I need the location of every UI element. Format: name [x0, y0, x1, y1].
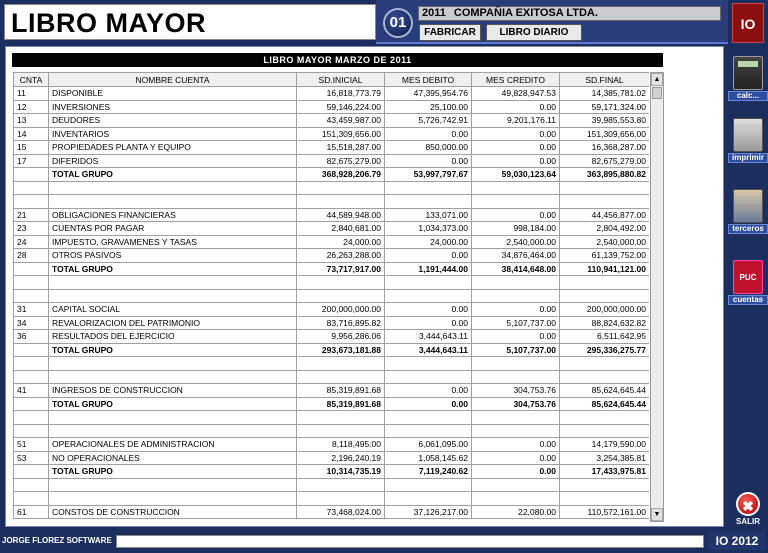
cell-sd-final: 17,433,975.81 [560, 465, 650, 479]
cell-mes-credito: 998,184.00 [472, 222, 560, 236]
cell-mes-credito: 34,876,464.00 [472, 249, 560, 263]
cell-nombre: TOTAL GRUPO [49, 465, 297, 479]
cell-sd-final: 3,254,385.81 [560, 451, 650, 465]
cell-sd-inicial: 2,840,681.00 [297, 222, 385, 236]
cell-sd-final: 82,675,279.00 [560, 154, 650, 168]
version-badge: IO 2012 [708, 532, 766, 550]
cell-mes-debito: 0.00 [385, 397, 472, 411]
table-row[interactable] [14, 127, 650, 141]
table-row[interactable] [14, 316, 650, 330]
cell-cnta: 51 [14, 438, 49, 452]
table-row[interactable] [14, 141, 650, 155]
cell-sd-final: 6,511,642.95 [560, 330, 650, 344]
col-header-cnta[interactable]: CNTA [14, 73, 49, 87]
cell-sd-final [560, 370, 650, 384]
cell-mes-credito [472, 478, 560, 492]
cell-cnta [14, 168, 49, 182]
table-row[interactable] [14, 384, 650, 398]
cell-mes-debito [385, 289, 472, 303]
table-row[interactable] [14, 451, 650, 465]
cell-mes-debito: 0.00 [385, 384, 472, 398]
company-name: COMPAÑIA EXITOSA LTDA. [453, 7, 598, 19]
cell-nombre [49, 492, 297, 506]
cell-mes-credito [472, 411, 560, 425]
cell-nombre: PROPIEDADES PLANTA Y EQUIPO [49, 141, 297, 155]
cell-mes-credito [472, 370, 560, 384]
cell-mes-credito: 2,540,000.00 [472, 235, 560, 249]
sidebar-item-cuentas[interactable] [728, 260, 768, 305]
col-header-mes-credito[interactable]: MES CREDITO [472, 73, 560, 87]
report-title: LIBRO MAYOR MARZO DE 2011 [12, 53, 663, 67]
cell-sd-final [560, 492, 650, 506]
blank-row[interactable] [14, 276, 650, 290]
calculator-icon [733, 56, 763, 90]
ledger-table [13, 72, 649, 519]
cell-mes-credito: 0.00 [472, 154, 560, 168]
table-row[interactable] [14, 330, 650, 344]
cell-mes-credito: 5,107,737.00 [472, 316, 560, 330]
cell-sd-inicial [297, 276, 385, 290]
cell-mes-debito [385, 424, 472, 438]
cell-sd-inicial [297, 357, 385, 371]
cell-sd-final: 14,385,781.02 [560, 87, 650, 101]
sidebar-item-label: calc... [728, 91, 768, 101]
cell-sd-inicial: 44,589,948.00 [297, 208, 385, 222]
cell-cnta: 61 [14, 505, 49, 519]
cell-sd-inicial [297, 289, 385, 303]
total-row[interactable] [14, 262, 650, 276]
cell-mes-credito: 0.00 [472, 127, 560, 141]
cell-sd-inicial [297, 370, 385, 384]
cell-sd-inicial: 85,319,891.68 [297, 397, 385, 411]
cell-sd-final [560, 411, 650, 425]
puc-icon: PUC [733, 260, 763, 294]
cell-nombre [49, 478, 297, 492]
cell-sd-final: 39,985,553.80 [560, 114, 650, 128]
cell-cnta [14, 370, 49, 384]
table-row[interactable] [14, 249, 650, 263]
people-icon [733, 189, 763, 223]
cell-sd-inicial: 200,000,000.00 [297, 303, 385, 317]
cell-mes-debito: 3,444,643.11 [385, 343, 472, 357]
cell-sd-inicial [297, 478, 385, 492]
cell-sd-inicial: 368,928,206.79 [297, 168, 385, 182]
app-logo-icon: IO [732, 3, 764, 43]
cell-nombre: TOTAL GRUPO [49, 262, 297, 276]
cell-cnta [14, 343, 49, 357]
cell-cnta: 24 [14, 235, 49, 249]
table-row[interactable] [14, 208, 650, 222]
cell-nombre: TOTAL GRUPO [49, 168, 297, 182]
cell-mes-debito: 0.00 [385, 154, 472, 168]
sidebar-item-terceros[interactable] [728, 189, 768, 234]
cell-cnta [14, 181, 49, 195]
cell-nombre [49, 411, 297, 425]
cell-mes-credito [472, 492, 560, 506]
cell-mes-credito: 9,201,176.11 [472, 114, 560, 128]
cell-nombre: RESULTADOS DEL EJERCICIO [49, 330, 297, 344]
cell-sd-inicial: 82,675,279.00 [297, 154, 385, 168]
footer [0, 531, 768, 553]
cell-mes-credito: 0.00 [472, 100, 560, 114]
cell-nombre [49, 370, 297, 384]
cell-nombre: OPERACIONALES DE ADMINISTRACION [49, 438, 297, 452]
cell-nombre [49, 195, 297, 209]
cell-sd-inicial: 8,118,495.00 [297, 438, 385, 452]
cell-nombre [49, 289, 297, 303]
blank-row[interactable] [14, 357, 650, 371]
cell-sd-inicial: 43,459,987.00 [297, 114, 385, 128]
cell-nombre: REVALORIZACION DEL PATRIMONIO [49, 316, 297, 330]
sidebar-item-imprimir[interactable] [728, 118, 768, 163]
cell-sd-final [560, 276, 650, 290]
blank-row[interactable] [14, 195, 650, 209]
table-row[interactable] [14, 235, 650, 249]
cell-nombre: TOTAL GRUPO [49, 343, 297, 357]
cell-nombre: DEUDORES [49, 114, 297, 128]
cell-cnta: 34 [14, 316, 49, 330]
cell-nombre: DIFERIDOS [49, 154, 297, 168]
cell-mes-credito [472, 195, 560, 209]
cell-sd-final: 16,368,287.00 [560, 141, 650, 155]
cell-mes-credito: 22,080.00 [472, 505, 560, 519]
blank-row[interactable] [14, 411, 650, 425]
cell-sd-inicial: 24,000.00 [297, 235, 385, 249]
cell-nombre [49, 181, 297, 195]
cell-nombre: CUENTAS POR PAGAR [49, 222, 297, 236]
table-scrollbar[interactable] [650, 72, 664, 522]
cell-cnta: 15 [14, 141, 49, 155]
exit-label: SALIR [736, 517, 760, 526]
cell-sd-final: 200,000,000.00 [560, 303, 650, 317]
cell-sd-inicial [297, 181, 385, 195]
cell-nombre: INGRESOS DE CONSTRUCCION [49, 384, 297, 398]
sidebar-item-label: cuentas [728, 295, 768, 305]
table-row[interactable] [14, 222, 650, 236]
table-row[interactable] [14, 438, 650, 452]
cell-sd-final: 88,824,632.82 [560, 316, 650, 330]
cell-cnta [14, 424, 49, 438]
cell-cnta [14, 397, 49, 411]
cell-sd-inicial: 73,717,917.00 [297, 262, 385, 276]
sidebar [728, 46, 768, 527]
col-header-nombre[interactable]: NOMBRE CUENTA [49, 73, 297, 87]
cell-sd-inicial: 85,319,891.68 [297, 384, 385, 398]
col-header-sd-inicial[interactable]: SD.INICIAL [297, 73, 385, 87]
cell-sd-final: 151,309,656.00 [560, 127, 650, 141]
cell-mes-debito: 24,000.00 [385, 235, 472, 249]
cell-nombre: IMPUESTO, GRAVAMENES Y TASAS [49, 235, 297, 249]
cell-sd-final [560, 181, 650, 195]
cell-nombre: NO OPERACIONALES [49, 451, 297, 465]
cell-cnta [14, 289, 49, 303]
cell-sd-final [560, 289, 650, 303]
cell-cnta: 13 [14, 114, 49, 128]
cell-mes-debito [385, 370, 472, 384]
cell-mes-debito: 3,444,643.11 [385, 330, 472, 344]
cell-sd-inicial: 83,716,895.82 [297, 316, 385, 330]
cell-mes-debito: 0.00 [385, 249, 472, 263]
cell-mes-debito: 1,058,145.62 [385, 451, 472, 465]
cell-mes-debito: 6,061,095.00 [385, 438, 472, 452]
cell-mes-credito: 38,414,648.00 [472, 262, 560, 276]
cell-cnta: 28 [14, 249, 49, 263]
table-row[interactable] [14, 505, 650, 519]
cell-mes-credito [472, 289, 560, 303]
col-header-mes-debito[interactable]: MES DEBITO [385, 73, 472, 87]
cell-sd-final: 110,572,161.00 [560, 505, 650, 519]
table-row[interactable] [14, 154, 650, 168]
cell-sd-final [560, 424, 650, 438]
cell-sd-final: 2,540,000.00 [560, 235, 650, 249]
cell-sd-inicial: 59,146,224.00 [297, 100, 385, 114]
cell-mes-credito: 5,107,737.00 [472, 343, 560, 357]
exit-button[interactable] [731, 492, 765, 526]
cell-sd-final [560, 195, 650, 209]
cell-mes-debito [385, 492, 472, 506]
scroll-up-icon[interactable]: ▲ [651, 73, 663, 86]
blank-row[interactable] [14, 492, 650, 506]
cell-nombre: DISPONIBLE [49, 87, 297, 101]
page-title: LIBRO MAYOR [4, 4, 376, 40]
cell-nombre: OTROS PASIVOS [49, 249, 297, 263]
cell-nombre: TOTAL GRUPO [49, 397, 297, 411]
cell-mes-credito [472, 276, 560, 290]
cell-mes-credito: 304,753.76 [472, 384, 560, 398]
footer-brand: JORGE FLOREZ SOFTWARE [2, 534, 114, 548]
cell-cnta [14, 478, 49, 492]
cell-cnta [14, 262, 49, 276]
cell-sd-inicial: 16,818,773.79 [297, 87, 385, 101]
cell-cnta [14, 276, 49, 290]
cell-sd-inicial [297, 411, 385, 425]
cell-cnta: 11 [14, 87, 49, 101]
cell-mes-credito: 49,828,947.53 [472, 87, 560, 101]
cell-mes-debito: 25,100.00 [385, 100, 472, 114]
cell-mes-debito [385, 357, 472, 371]
col-header-sd-final[interactable]: SD.FINAL [560, 73, 650, 87]
cell-cnta [14, 411, 49, 425]
cell-cnta: 14 [14, 127, 49, 141]
cell-mes-debito: 1,034,373.00 [385, 222, 472, 236]
cell-mes-debito: 1,191,444.00 [385, 262, 472, 276]
cell-cnta: 23 [14, 222, 49, 236]
year-label: 2011 [422, 7, 446, 19]
ledger-body [14, 87, 650, 519]
cell-nombre: OBLIGACIONES FINANCIERAS [49, 208, 297, 222]
total-row[interactable] [14, 465, 650, 479]
cell-sd-inicial: 293,673,181.88 [297, 343, 385, 357]
cell-mes-credito: 0.00 [472, 141, 560, 155]
printer-icon [733, 118, 763, 152]
cell-mes-credito [472, 181, 560, 195]
sidebar-item-label: imprimir [728, 153, 768, 163]
cell-mes-credito: 0.00 [472, 330, 560, 344]
cell-sd-final: 295,336,275.77 [560, 343, 650, 357]
cell-nombre: CAPITAL SOCIAL [49, 303, 297, 317]
cell-cnta: 41 [14, 384, 49, 398]
cell-mes-debito: 133,071.00 [385, 208, 472, 222]
cell-sd-inicial: 73,468,024.00 [297, 505, 385, 519]
libro-diario-button[interactable]: LIBRO DIARIO [486, 24, 582, 41]
cell-sd-inicial: 10,314,735.19 [297, 465, 385, 479]
fabricar-button[interactable]: FABRICAR [419, 24, 481, 41]
cell-sd-inicial: 15,518,287.00 [297, 141, 385, 155]
cell-sd-final: 85,624,645.44 [560, 384, 650, 398]
cell-sd-final: 14,179,590.00 [560, 438, 650, 452]
cell-sd-inicial: 151,309,656.00 [297, 127, 385, 141]
cell-mes-debito [385, 181, 472, 195]
cell-sd-final: 110,941,121.00 [560, 262, 650, 276]
cell-sd-inicial [297, 424, 385, 438]
cell-sd-final: 85,624,645.44 [560, 397, 650, 411]
blank-row[interactable] [14, 289, 650, 303]
cell-mes-debito [385, 276, 472, 290]
cell-nombre: INVENTARIOS [49, 127, 297, 141]
total-row[interactable] [14, 168, 650, 182]
cell-sd-inicial [297, 492, 385, 506]
cell-mes-credito: 304,753.76 [472, 397, 560, 411]
cell-cnta [14, 492, 49, 506]
cell-nombre [49, 276, 297, 290]
cell-nombre [49, 357, 297, 371]
table-header-row [14, 73, 650, 87]
cell-cnta [14, 195, 49, 209]
cell-mes-debito: 53,997,797.67 [385, 168, 472, 182]
company-bar [418, 6, 721, 21]
ledger-table-wrap [13, 72, 649, 522]
table-row[interactable] [14, 87, 650, 101]
cell-sd-final: 59,171,324.00 [560, 100, 650, 114]
cell-mes-debito [385, 195, 472, 209]
cell-sd-inicial: 9,956,286.06 [297, 330, 385, 344]
status-bar [116, 535, 704, 548]
cell-mes-credito: 0.00 [472, 465, 560, 479]
cell-mes-debito: 0.00 [385, 127, 472, 141]
cell-mes-debito: 7,119,240.62 [385, 465, 472, 479]
cell-cnta: 53 [14, 451, 49, 465]
close-icon: ✖ [736, 492, 760, 516]
cell-mes-credito: 0.00 [472, 303, 560, 317]
cell-sd-final [560, 478, 650, 492]
scroll-thumb[interactable] [652, 87, 662, 99]
month-badge[interactable]: 01 [383, 8, 413, 38]
cell-mes-debito [385, 478, 472, 492]
blank-row[interactable] [14, 478, 650, 492]
scroll-down-icon[interactable]: ▼ [651, 508, 663, 521]
cell-sd-final [560, 357, 650, 371]
table-row[interactable] [14, 303, 650, 317]
sidebar-item-calculadora[interactable] [728, 56, 768, 101]
cell-cnta: 12 [14, 100, 49, 114]
cell-sd-final: 363,895,880.82 [560, 168, 650, 182]
cell-mes-debito [385, 411, 472, 425]
cell-nombre: CONSTOS DE CONSTRUCCION [49, 505, 297, 519]
cell-mes-credito [472, 357, 560, 371]
table-row[interactable] [14, 114, 650, 128]
total-row[interactable] [14, 397, 650, 411]
cell-mes-credito: 0.00 [472, 208, 560, 222]
cell-sd-inicial [297, 195, 385, 209]
cell-sd-final: 2,804,492.00 [560, 222, 650, 236]
cell-nombre [49, 424, 297, 438]
cell-cnta [14, 465, 49, 479]
blank-row[interactable] [14, 370, 650, 384]
cell-cnta: 17 [14, 154, 49, 168]
cell-mes-debito: 47,395,954.76 [385, 87, 472, 101]
cell-mes-credito: 0.00 [472, 451, 560, 465]
cell-sd-inicial: 26,263,288.00 [297, 249, 385, 263]
cell-mes-credito: 59,030,123.64 [472, 168, 560, 182]
blank-row[interactable] [14, 181, 650, 195]
cell-mes-credito [472, 424, 560, 438]
cell-mes-debito: 5,726,742.91 [385, 114, 472, 128]
table-row[interactable] [14, 100, 650, 114]
cell-mes-debito: 0.00 [385, 316, 472, 330]
cell-mes-credito: 0.00 [472, 438, 560, 452]
cell-mes-debito: 850,000.00 [385, 141, 472, 155]
cell-nombre: INVERSIONES [49, 100, 297, 114]
cell-sd-inicial: 2,196,240.19 [297, 451, 385, 465]
cell-cnta: 21 [14, 208, 49, 222]
total-row[interactable] [14, 343, 650, 357]
cell-cnta: 31 [14, 303, 49, 317]
cell-sd-final: 44,456,877.00 [560, 208, 650, 222]
cell-mes-debito: 0.00 [385, 303, 472, 317]
blank-row[interactable] [14, 424, 650, 438]
cell-cnta [14, 357, 49, 371]
sidebar-item-label: terceros [728, 224, 768, 234]
cell-cnta: 36 [14, 330, 49, 344]
cell-mes-debito: 37,126,217.00 [385, 505, 472, 519]
cell-sd-final: 61,139,752.00 [560, 249, 650, 263]
